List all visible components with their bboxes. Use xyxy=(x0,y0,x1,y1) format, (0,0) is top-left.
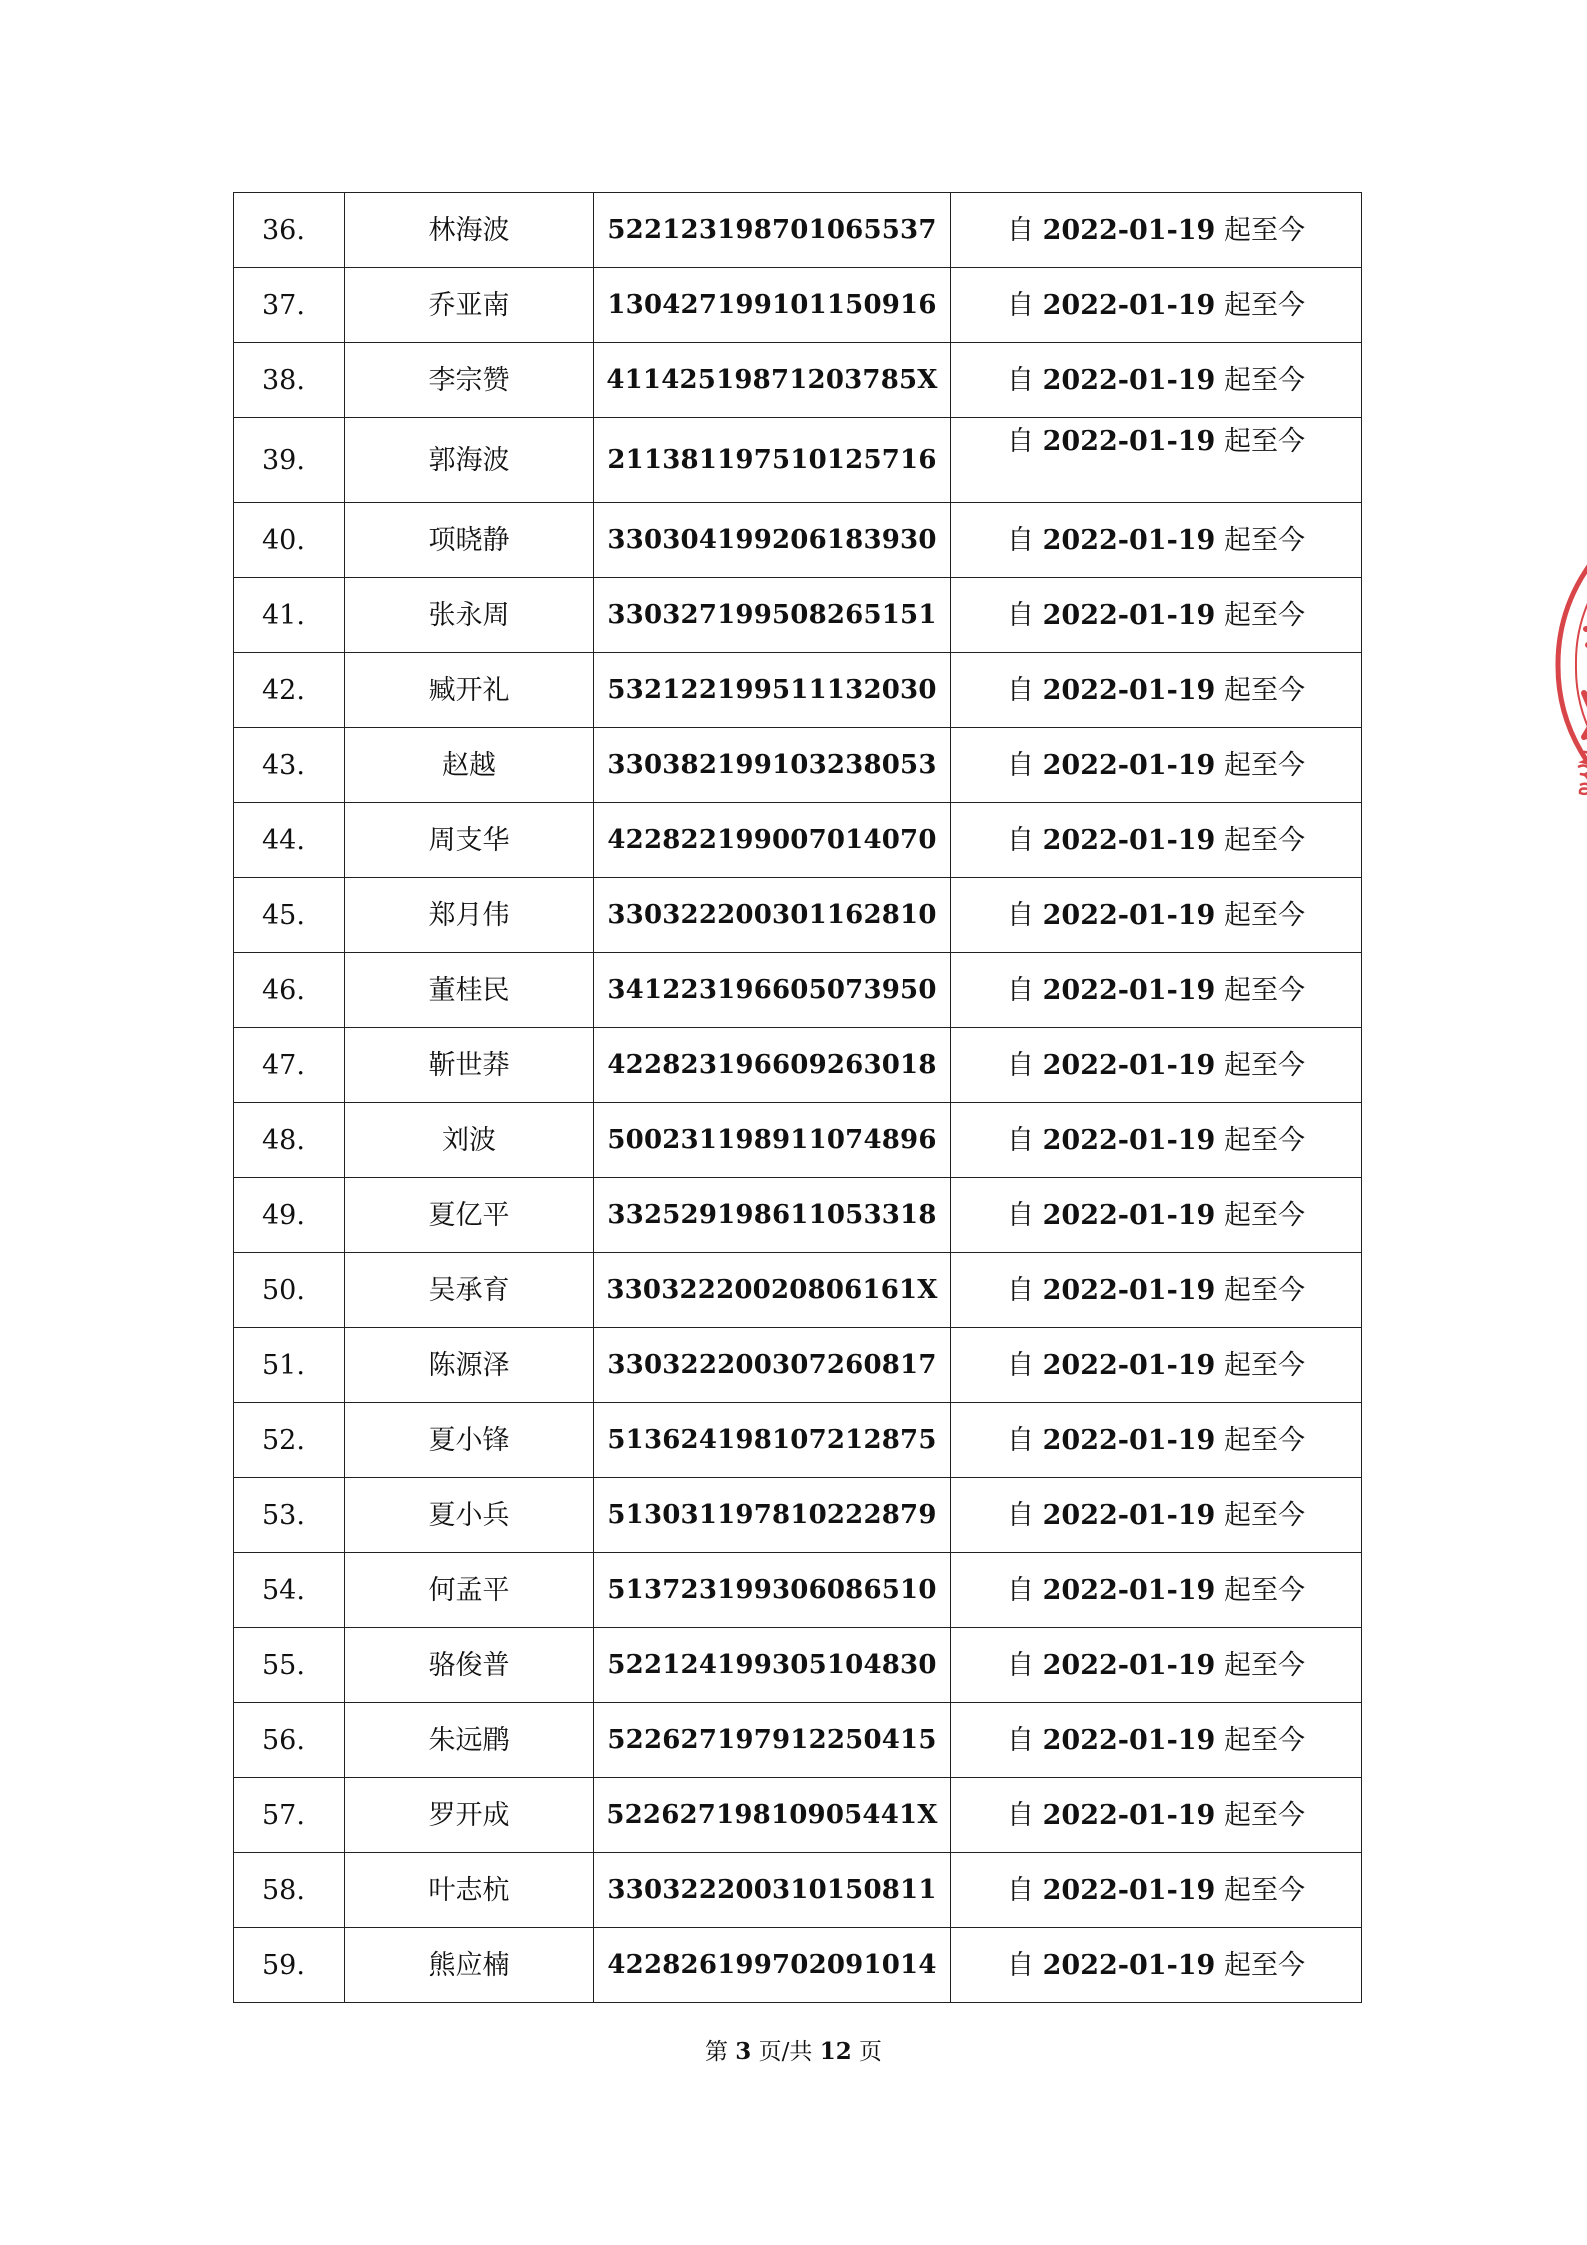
row-number-cell: 40. xyxy=(234,503,345,578)
row-number-cell: 52. xyxy=(234,1403,345,1478)
period-suffix: 起至今 xyxy=(1223,599,1305,631)
table-row xyxy=(234,1928,1362,2003)
table-row xyxy=(234,1553,1362,1628)
period-start-date: 2022-01-19 xyxy=(1042,1049,1216,1081)
row-number-cell: 51. xyxy=(234,1328,345,1403)
person-name-cell: 项晓静 xyxy=(345,503,594,578)
period-prefix: 自 xyxy=(1007,749,1035,781)
table-row xyxy=(234,1403,1362,1478)
validity-period-cell xyxy=(951,653,1362,728)
id-number-cell: 422823196609263018 xyxy=(594,1028,951,1103)
table-row xyxy=(234,578,1362,653)
period-start-date: 2022-01-19 xyxy=(1042,1274,1216,1306)
validity-period-cell xyxy=(951,1628,1362,1703)
id-number-cell: 33032220020806161X xyxy=(594,1253,951,1328)
table-row xyxy=(234,728,1362,803)
row-number-cell: 48. xyxy=(234,1103,345,1178)
person-name-cell: 陈源泽 xyxy=(345,1328,594,1403)
period-start-date: 2022-01-19 xyxy=(1042,289,1216,321)
validity-period-cell xyxy=(951,1778,1362,1853)
period-prefix: 自 xyxy=(1007,599,1035,631)
row-number-cell: 36. xyxy=(234,193,345,268)
period-start-date: 2022-01-19 xyxy=(1042,599,1216,631)
validity-period-cell xyxy=(951,1028,1362,1103)
id-number-cell: 513723199306086510 xyxy=(594,1553,951,1628)
validity-period-cell xyxy=(951,953,1362,1028)
id-number-cell: 330322200307260817 xyxy=(594,1328,951,1403)
validity-period-cell xyxy=(951,1703,1362,1778)
table-row xyxy=(234,878,1362,953)
table-row xyxy=(234,653,1362,728)
id-number-cell: 522124199305104830 xyxy=(594,1628,951,1703)
period-suffix: 起至今 xyxy=(1223,289,1305,321)
id-number-cell: 41142519871203785X xyxy=(594,343,951,418)
row-number-cell: 42. xyxy=(234,653,345,728)
period-start-date: 2022-01-19 xyxy=(1042,1574,1216,1606)
validity-period-cell xyxy=(951,1103,1362,1178)
period-prefix: 自 xyxy=(1007,824,1035,856)
period-suffix: 起至今 xyxy=(1223,364,1305,396)
period-prefix: 自 xyxy=(1007,1649,1035,1681)
person-name-cell: 何孟平 xyxy=(345,1553,594,1628)
period-suffix: 起至今 xyxy=(1223,899,1305,931)
period-start-date: 2022-01-19 xyxy=(1042,974,1216,1006)
period-start-date: 2022-01-19 xyxy=(1042,1649,1216,1681)
period-start-date: 2022-01-19 xyxy=(1042,1949,1216,1981)
period-start-date: 2022-01-19 xyxy=(1042,1499,1216,1531)
row-number-cell: 43. xyxy=(234,728,345,803)
person-name-cell: 郑月伟 xyxy=(345,878,594,953)
period-prefix: 自 xyxy=(1007,214,1035,246)
table-row xyxy=(234,1178,1362,1253)
id-number-cell: 330327199508265151 xyxy=(594,578,951,653)
person-name-cell: 朱远鹛 xyxy=(345,1703,594,1778)
period-suffix: 起至今 xyxy=(1223,1949,1305,1981)
id-number-cell: 52262719810905441X xyxy=(594,1778,951,1853)
validity-period-cell xyxy=(951,1328,1362,1403)
period-prefix: 自 xyxy=(1007,1349,1035,1381)
period-suffix: 起至今 xyxy=(1223,974,1305,1006)
row-number-cell: 45. xyxy=(234,878,345,953)
period-start-date: 2022-01-19 xyxy=(1042,1199,1216,1231)
person-name-cell: 周支华 xyxy=(345,803,594,878)
person-name-cell: 赵越 xyxy=(345,728,594,803)
period-prefix: 自 xyxy=(1007,364,1035,396)
row-number-cell: 54. xyxy=(234,1553,345,1628)
period-suffix: 起至今 xyxy=(1223,426,1305,457)
period-suffix: 起至今 xyxy=(1223,749,1305,781)
period-prefix: 自 xyxy=(1007,1574,1035,1606)
period-prefix: 自 xyxy=(1007,1199,1035,1231)
row-number-cell: 56. xyxy=(234,1703,345,1778)
id-number-cell: 532122199511132030 xyxy=(594,653,951,728)
period-suffix: 起至今 xyxy=(1223,1124,1305,1156)
period-suffix: 起至今 xyxy=(1223,1799,1305,1831)
validity-period-cell xyxy=(951,728,1362,803)
table-row xyxy=(234,1778,1362,1853)
period-prefix: 自 xyxy=(1007,674,1035,706)
period-start-date: 2022-01-19 xyxy=(1042,674,1216,706)
validity-period-cell xyxy=(951,193,1362,268)
period-suffix: 起至今 xyxy=(1223,1199,1305,1231)
person-name-cell: 夏小兵 xyxy=(345,1478,594,1553)
period-prefix: 自 xyxy=(1007,899,1035,931)
footer-middle: 页/共 xyxy=(758,2039,813,2065)
seal-serial-digits xyxy=(1578,752,1587,794)
official-seal-stamp xyxy=(1528,495,1587,835)
person-name-cell: 张永周 xyxy=(345,578,594,653)
id-number-cell: 330382199103238053 xyxy=(594,728,951,803)
person-name-cell: 臧开礼 xyxy=(345,653,594,728)
footer-total-pages: 12 xyxy=(819,2038,852,2065)
row-number-cell: 46. xyxy=(234,953,345,1028)
person-name-cell: 夏小锋 xyxy=(345,1403,594,1478)
period-suffix: 起至今 xyxy=(1223,1424,1305,1456)
table-row xyxy=(234,268,1362,343)
period-suffix: 起至今 xyxy=(1223,1574,1305,1606)
person-name-cell: 郭海波 xyxy=(345,418,594,503)
id-number-cell: 522123198701065537 xyxy=(594,193,951,268)
period-prefix: 自 xyxy=(1007,1499,1035,1531)
validity-period-cell xyxy=(951,418,1362,503)
validity-period-cell xyxy=(951,1928,1362,2003)
page-footer xyxy=(0,2033,1587,2066)
person-name-cell: 夏亿平 xyxy=(345,1178,594,1253)
validity-period-cell xyxy=(951,503,1362,578)
period-suffix: 起至今 xyxy=(1223,1274,1305,1306)
table-row xyxy=(234,1478,1362,1553)
period-suffix: 起至今 xyxy=(1223,1049,1305,1081)
validity-period-cell xyxy=(951,1403,1362,1478)
row-number-cell: 38. xyxy=(234,343,345,418)
footer-suffix: 页 xyxy=(859,2039,883,2065)
period-suffix: 起至今 xyxy=(1223,1724,1305,1756)
validity-period-cell xyxy=(951,803,1362,878)
person-name-cell: 李宗赞 xyxy=(345,343,594,418)
id-number-cell: 330304199206183930 xyxy=(594,503,951,578)
period-suffix: 起至今 xyxy=(1223,524,1305,556)
id-number-cell: 332529198611053318 xyxy=(594,1178,951,1253)
period-prefix: 自 xyxy=(1007,1724,1035,1756)
footer-prefix: 第 xyxy=(704,2039,728,2065)
validity-period-cell xyxy=(951,878,1362,953)
period-suffix: 起至今 xyxy=(1223,824,1305,856)
row-number-cell: 57. xyxy=(234,1778,345,1853)
period-prefix: 自 xyxy=(1007,1124,1035,1156)
id-number-cell: 522627197912250415 xyxy=(594,1703,951,1778)
person-name-cell: 乔亚南 xyxy=(345,268,594,343)
period-start-date: 2022-01-19 xyxy=(1042,1799,1216,1831)
period-start-date: 2022-01-19 xyxy=(1042,524,1216,556)
table-row xyxy=(234,1028,1362,1103)
period-prefix: 自 xyxy=(1007,1874,1035,1906)
period-start-date: 2022-01-19 xyxy=(1042,1424,1216,1456)
table-row xyxy=(234,1703,1362,1778)
period-start-date: 2022-01-19 xyxy=(1042,426,1216,457)
period-suffix: 起至今 xyxy=(1223,674,1305,706)
table-row xyxy=(234,1853,1362,1928)
period-suffix: 起至今 xyxy=(1223,1649,1305,1681)
period-prefix: 自 xyxy=(1007,426,1035,457)
person-name-cell: 林海波 xyxy=(345,193,594,268)
footer-page-number: 3 xyxy=(735,2038,752,2065)
row-number-cell: 58. xyxy=(234,1853,345,1928)
validity-period-cell xyxy=(951,578,1362,653)
table-row xyxy=(234,503,1362,578)
period-start-date: 2022-01-19 xyxy=(1042,899,1216,931)
row-number-cell: 47. xyxy=(234,1028,345,1103)
validity-period-cell xyxy=(951,268,1362,343)
validity-period-cell xyxy=(951,1853,1362,1928)
id-number-cell: 130427199101150916 xyxy=(594,268,951,343)
period-start-date: 2022-01-19 xyxy=(1042,364,1216,396)
period-start-date: 2022-01-19 xyxy=(1042,824,1216,856)
validity-period-cell xyxy=(951,343,1362,418)
id-number-cell: 211381197510125716 xyxy=(594,418,951,503)
validity-period-cell xyxy=(951,1553,1362,1628)
period-suffix: 起至今 xyxy=(1223,1499,1305,1531)
person-name-cell: 熊应楠 xyxy=(345,1928,594,2003)
table-row xyxy=(234,1328,1362,1403)
id-number-cell: 513031197810222879 xyxy=(594,1478,951,1553)
table-row xyxy=(234,953,1362,1028)
period-start-date: 2022-01-19 xyxy=(1042,1124,1216,1156)
table-row xyxy=(234,418,1362,503)
period-start-date: 2022-01-19 xyxy=(1042,749,1216,781)
seal-inner-arc xyxy=(1576,535,1587,795)
person-name-cell: 罗开成 xyxy=(345,1778,594,1853)
period-start-date: 2022-01-19 xyxy=(1042,1349,1216,1381)
personnel-table xyxy=(233,192,1362,2003)
period-prefix: 自 xyxy=(1007,1274,1035,1306)
person-name-cell: 靳世莽 xyxy=(345,1028,594,1103)
period-prefix: 自 xyxy=(1007,1799,1035,1831)
period-prefix: 自 xyxy=(1007,289,1035,321)
period-prefix: 自 xyxy=(1007,1424,1035,1456)
id-number-cell: 330322200310150811 xyxy=(594,1853,951,1928)
id-number-cell: 422822199007014070 xyxy=(594,803,951,878)
period-prefix: 自 xyxy=(1007,1049,1035,1081)
row-number-cell: 41. xyxy=(234,578,345,653)
period-prefix: 自 xyxy=(1007,974,1035,1006)
period-prefix: 自 xyxy=(1007,524,1035,556)
period-start-date: 2022-01-19 xyxy=(1042,1874,1216,1906)
id-number-cell: 513624198107212875 xyxy=(594,1403,951,1478)
id-number-cell: 422826199702091014 xyxy=(594,1928,951,2003)
person-name-cell: 吴承育 xyxy=(345,1253,594,1328)
id-number-cell: 341223196605073950 xyxy=(594,953,951,1028)
table-row xyxy=(234,803,1362,878)
validity-period-cell xyxy=(951,1178,1362,1253)
person-name-cell: 叶志杭 xyxy=(345,1853,594,1928)
id-number-cell: 500231198911074896 xyxy=(594,1103,951,1178)
row-number-cell: 55. xyxy=(234,1628,345,1703)
row-number-cell: 44. xyxy=(234,803,345,878)
row-number-cell: 39. xyxy=(234,418,345,503)
period-start-date: 2022-01-19 xyxy=(1042,214,1216,246)
period-prefix: 自 xyxy=(1007,1949,1035,1981)
personnel-table-body xyxy=(234,193,1362,2003)
row-number-cell: 50. xyxy=(234,1253,345,1328)
row-number-cell: 49. xyxy=(234,1178,345,1253)
validity-period-cell xyxy=(951,1253,1362,1328)
row-number-cell: 53. xyxy=(234,1478,345,1553)
period-suffix: 起至今 xyxy=(1223,1874,1305,1906)
period-start-date: 2022-01-19 xyxy=(1042,1724,1216,1756)
table-row xyxy=(234,193,1362,268)
table-row xyxy=(234,1103,1362,1178)
table-row xyxy=(234,1253,1362,1328)
period-suffix: 起至今 xyxy=(1223,214,1305,246)
person-name-cell: 董桂民 xyxy=(345,953,594,1028)
table-row xyxy=(234,343,1362,418)
person-name-cell: 骆俊普 xyxy=(345,1628,594,1703)
validity-period-cell xyxy=(951,1478,1362,1553)
seal-outer-arc xyxy=(1558,515,1587,815)
period-suffix: 起至今 xyxy=(1223,1349,1305,1381)
row-number-cell: 37. xyxy=(234,268,345,343)
row-number-cell: 59. xyxy=(234,1928,345,2003)
person-name-cell: 刘波 xyxy=(345,1103,594,1178)
table-row xyxy=(234,1628,1362,1703)
id-number-cell: 330322200301162810 xyxy=(594,878,951,953)
